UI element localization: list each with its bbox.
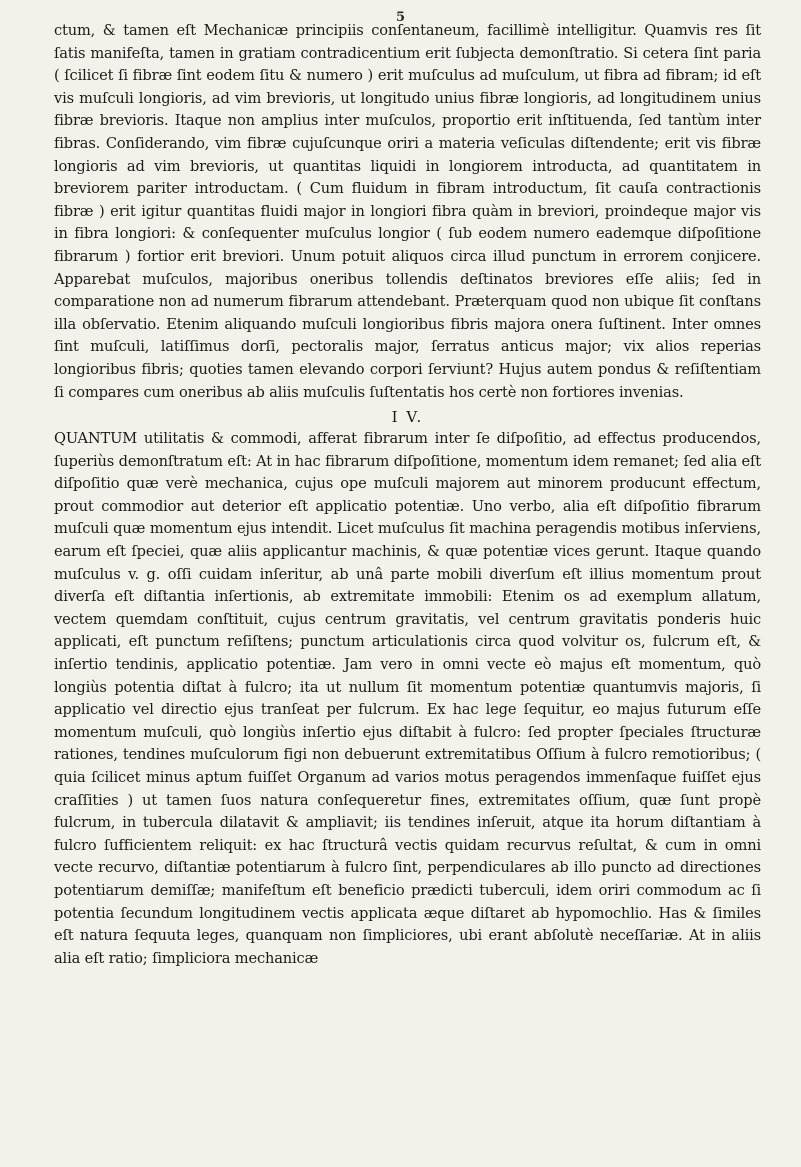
paragraph-continued: ctum, & tamen eſt Mechanicæ principiis conſentaneum, facillimè intelligitur. Quamvis res ſit ſatis manifeſta, tamen in gratiam contradicentium erit ſubjecta demonſtratio. Si cetera ſint paria ( ſcilicet ſi fibræ ſint eodem ſitu & numero ) erit muſculus ad muſculum, ut fibra ad fibram; id eſt vis muſculi longioris, ad vim brevioris, ut longitudo unius fibræ longioris, ad longitudinem unius fibræ brevioris. Itaque non amplius inter muſculos, proportio erit inſtituenda, ſed tantùm inter fibras. Conſiderando, vim fibræ cujuſcunque oriri a materia veſiculas diſtendente; erit vis fibræ longioris ad vim brevioris, ut quantitas liquidi in longiorem introducta, ad quantitatem in breviorem pariter introductam. ( Cum fluidum in fibram introductum, ſit cauſa contractionis fibræ ) erit igitur quantitas fluidi major in longiori fibra quàm in breviori, proindeque major vis in fibra longiori: & conſequenter muſculus longior ( ſub eodem numero eademque diſpoſitione fibrarum ) fortior erit breviori. Unum potuit aliquos circa illud punctum in errorem conjicere. Apparebat muſculos, majoribus oneribus tollendis deſtinatos breviores eſſe aliis; ſed in comparatione non ad numerum fibrarum attendebant. Præterquam quod non ubique ſit conſtans illa obſervatio. Etenim aliquando muſculi longioribus fibris majora onera ſuſtinent. Inter omnes ſint muſculi, latiſſimus dorſi, pectoralis major, ſerratus anticus major; vix alios reperias longioribus fibris; quoties tamen elevando corpori ſerviunt? Hujus autem pondus & reſiſtentiam ſi compares cum oneribus ab aliis muſculis ſuſtentatis hos certè non fortiores invenias. <box>54 22 761 401</box>
section-paragraph <box>54 428 761 970</box>
page-number: 5 <box>395 10 406 25</box>
section-paragraph-text: utilitatis & commodi, afferat fibrarum inter ſe diſpoſitio, ad effectus producendos, ſuperiùs demonſtratum eſt: At in hac fibrarum diſpoſitione, momentum idem remanet; ſed alia eſt diſpoſitio quæ verè mechanica, cujus ope muſculi majorem aut minorem producunt effectum, prout commodior aut deterior eſt applicatio potentiæ. Uno verbo, alia eſt diſpoſitio fibrarum muſculi quæ momentum ejus intendit. Licet muſculus ſit machina peragendis motibus inſerviens, earum eſt ſpeciei, quæ aliis applicantur machinis, & quæ potentiæ vices gerunt. Itaque quando muſculus v. g. oſſi cuidam inſeritur, ab unâ parte mobili diverſum eſt illius momentum prout diverſa eſt diſtantia inſertionis, ab extremitate immobili: Etenim os ad exemplum allatum, vectem quemdam conſtituit, cujus centrum gravitatis, vel centrum gravitatis ponderis huic applicati, eſt punctum reſiſtens; punctum articulationis circa quod volvitur os, fulcrum eſt, & inſertio tendinis, applicatio potentiæ. Jam vero in omni vecte eò majus eſt momentum, quò longiùs potentia diſtat à fulcro; ita ut nullum ſit momentum potentiæ quantumvis majoris, ſi applicatio vel directio ejus tranſeat per fulcrum. Ex hac lege ſequitur, eo majus futurum eſſe momentum muſculi, quò longiùs inſertio ejus diſtabit à fulcro: ſed propter ſpeciales ſtructuræ rationes, tendines muſculorum figi non debuerunt extremitatibus Oſſium à fulcro remotioribus; ( quia ſcilicet minus aptum fuiſſet Organum ad varios motus peragendos immenſaque fuiſſet ejus craſſities ) ut tamen ſuos natura conſequeretur fines, extremitates oſſium, quæ ſunt propè fulcrum, in tubercula dilatavit & ampliavit; iis tendines inſeruit, atque ita horum diſtantiam à fulcro ſufficientem reliquit: ex hac ſtructurâ vectis quidam recurvus reſultat, & cum in omni vecte recurvo, diſtantiæ potentiarum à fulcro ſint, perpendiculares ab illo puncto ad directiones potentiarum demiſſæ; manifeſtum eſt beneficio prædicti tuberculi, idem oriri commodum ac ſi potentia ſecundum longitudinem vectis applicata æque diſtaret ab hypomochlio. Has & ſimiles eſt natura ſequuta leges, quanquam non ſimpliciores, ubi erant abſolutè neceſſariæ. At in aliis alia eſt ratio; ſimpliciora mechanicæ <box>54 430 761 967</box>
text-block <box>54 20 761 970</box>
section-first-word: QUANTUM <box>54 430 138 448</box>
section-heading: I V. <box>391 408 424 427</box>
